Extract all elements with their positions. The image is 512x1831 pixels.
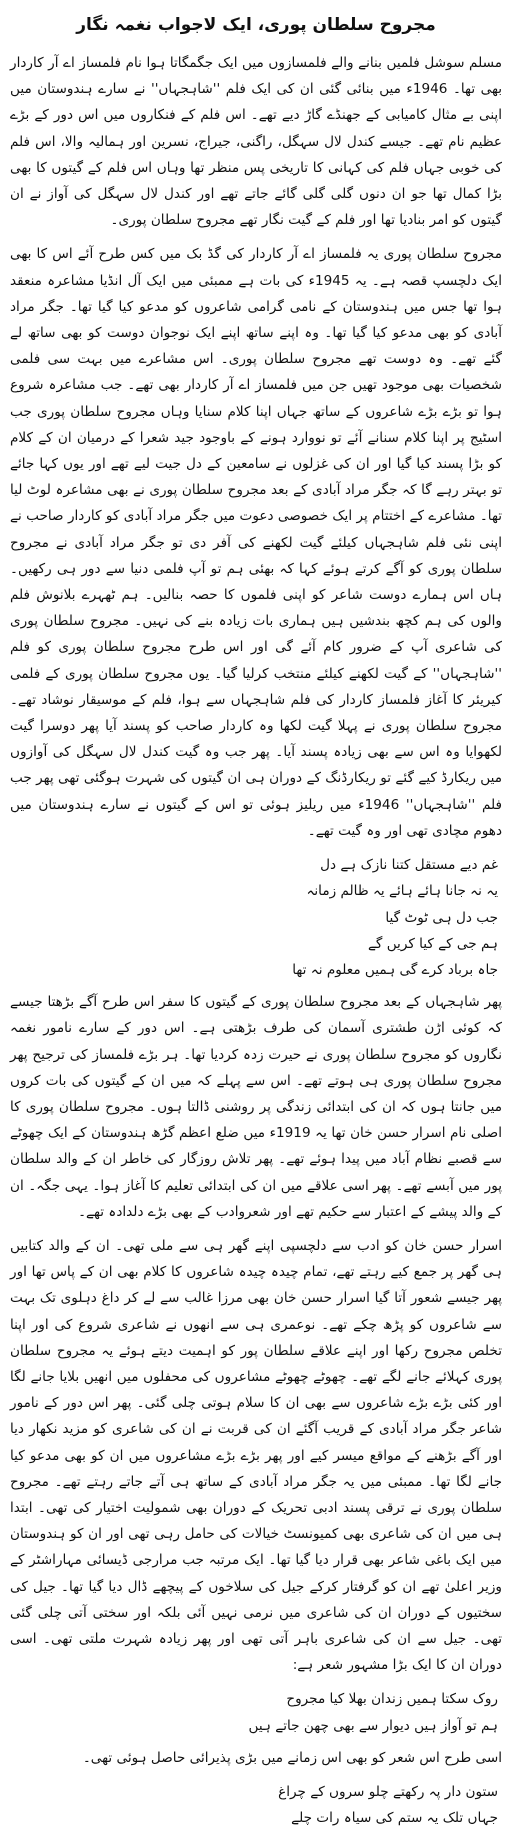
article-paragraph: اسی طرح اس شعر کو بھی اس زمانے میں بڑی پذیرائی حاصل ہوئی تھی۔ (82, 1749, 502, 1766)
verse-block (10, 852, 502, 983)
verse-line: یہ نہ جانا ہائے ہائے یہ ظالم زمانہ (306, 883, 498, 900)
verse-line: روک سکتا ہمیں زندان بھلا کیا مجروح (286, 1691, 498, 1708)
verse-block (10, 1779, 502, 1831)
verse-line: جہاں تلک یہ ستم کی سیاہ رات چلے (291, 1810, 498, 1827)
verse-block (10, 1686, 502, 1738)
verse-line: غم دیے مستقل کتنا نازک ہے دل (320, 857, 498, 874)
article-paragraph: اسرار حسن خان کو ادب سے دلچسپی اپنے گھر ہی سے ملی تھی۔ ان کے والد کتابیں ہی گھر پر جمع کیے رہتے تھے، تمام چیدہ چیدہ شاعروں کا کلام بھی ان کے پاس تھا اور پھر جیسے شعور آتا گیا اسرار حسن خان بھی مرزا غالب سے لے کر داغ دہلوی تک بہت سے شاعروں کو پڑھ چکے تھے۔ نوعمری ہی سے انھوں نے شاعری شروع کی اور اپنا تخلص مجروح رکھا اور اپنے علاقے سلطان پور کو اہمیت دیتے ہوئے یہ مجروح سلطان پوری کہلائے جانے لگے تھے۔ چھوٹے چھوٹے مشاعروں کی محفلوں میں انھیں بلایا جانے لگا اور کئی بڑے بڑے شاعروں سے بھی ان کا سلام ہوتی چلی گئی۔ پھر اس دور کے نامور شاعر جگر مراد آبادی کے قریب آگئے ان کی قربت نے ان کی شاعری کو مزید نکھار دیا اور آگے بڑھنے کے مواقع میسر کیے اور پھر بڑے بڑے مشاعروں میں ان کو بھی مدعو کیا جانے لگا تھا۔ ممبئی میں یہ جگر مراد آبادی کے ساتھ ہی آتے جاتے رہتے تھے۔ مجروح سلطان پوری نے ترقی پسند ادبی تحریک کے دوران بھی شمولیت اختیار کی تھی۔ ابتدا ہی میں ان کی شاعری بھی کمیونسٹ خیالات کی حامل رہی تھی اور ان کو ہندوستان میں ایک باغی شاعر بھی قرار دیا گیا تھا۔ ایک مرتبہ جب مرارجی ڈیسائی مہاراشٹر کے وزیر اعلیٰ تھے ان کو گرفتار کرکے جیل کی سلاخوں کے پیچھے ڈال دیا گیا تھا۔ جیل کی سختیوں کے دوران ان کی شاعری میں نرمی نہیں آئی بلکہ اور سختی آتی چلی گئی تھی۔ جیل سے ان کی شاعری باہر آتی تھی اور پھر زیادہ شہرت ملتی تھی۔ اسی دوران ان کا ایک بڑا مشہور شعر ہے: (10, 1237, 502, 1674)
article-paragraph: مجروح سلطان پوری یہ فلمساز اے آر کاردار کی گڈ بک میں کس طرح آئے اس کا بھی ایک دلچسپ قصہ ہے۔ یہ 1945ء کی بات ہے ممبئی میں ایک آل انڈیا مشاعرہ منعقد ہوا تھا جس میں ہندوستان کے نامی گرامی شاعروں کو مدعو کیا گیا تھا۔ جگر مراد آبادی کو بھی مدعو کیا گیا تھا۔ وہ اپنے ساتھ اپنے ایک نوجوان دوست کو بھی ساتھ لے گئے تھے۔ وہ دوست تھے مجروح سلطان پوری۔ اس مشاعرے میں بہت سی فلمی شخصیات بھی موجود تھیں جن میں فلمساز اے آر کاردار بھی تھے۔ جب مشاعرہ شروع ہوا تو بڑے بڑے شاعروں کے ساتھ جہاں اپنا کلام سنایا وہاں مجروح سلطان پوری جب اسٹیج پر اپنا کلام سنانے آئے تو نووارد ہونے کے باوجود جید شعرا کے درمیان ان کے کلام کو بڑا پسند کیا گیا اور ان کی غزلوں نے سامعین کے دل جیت لیے تھے اور یوں کہا جائے تو بہتر رہے گا کہ جگر مراد آبادی کے بعد مجروح سلطان پوری نے بھی مشاعرہ لوٹ لیا تھا۔ مشاعرے کے اختتام پر ایک خصوصی دعوت میں جگر مراد آبادی کو کاردار صاحب نے اپنی نئی فلم شاہجہاں کیلئے گیت لکھنے کی آفر دی تو جگر مراد آبادی نے مجروح سلطان پوری کو آگے کرتے ہوئے کہا کہ بھئی ہم تو آپ فلمی دنیا سے دور ہی رکھیں۔ ہاں اس ہمارے دوست شاعر کو اپنی فلموں کا حصہ بنالیں۔ ہم ٹھہرے بلانوش فلم والوں کی ہم کچھ بندشیں ہیں ہماری بات زیادہ بنے کی نہیں۔ مجروح سلطان پوری کی شاعری آپ کے ضرور کام آئے گی اور اس طرح مجروح سلطان پوری کو فلم ''شاہجہاں'' کے گیت لکھنے کیلئے منتخب کرلیا گیا۔ یوں مجروح سلطان پوری کے فلمی کیریئر کا آغاز فلمساز کاردار کی فلم شاہجہاں سے ہوا، فلم کے موسیقار نوشاد تھے۔ مجروح سلطان پوری نے پہلا گیت لکھا وہ کاردار صاحب کو پسند آیا پھر دوسرا گیت لکھوایا وہ اس سے بھی زیادہ پسند آیا۔ پھر جب وہ گیت کندل لال سہگل کی آوازوں میں ریکارڈ کیے گئے تو ریکارڈنگ کے دوران ہی ان گیتوں کی شہرت ہوگئی تھی پھر جب فلم ''شاہجہاں'' 1946ء میں ریلیز ہوئی تو اس کے گیتوں نے سارے ہندوستان میں دھوم مچادی تھی اور وہ گیت تھے۔ (10, 246, 502, 839)
article-title: مجروح سلطان پوری، ایک لاجواب نغمہ نگار (76, 15, 436, 35)
verse-line: ستون دار پہ رکھتے چلو سروں کے چراغ (278, 1784, 498, 1800)
verse-line: جاہ برباد کرے گی ہمیں معلوم نہ تھا (292, 961, 498, 978)
article-paragraph: مسلم سوشل فلمیں بنانے والے فلمسازوں میں ایک جگمگاتا ہوا نام فلمساز اے آر کاردار بھی تھا۔ 1946ء میں بنائی گئی ان کی ایک فلم ''شاہجہاں'' نے سارے ہندوستان میں اپنی بے مثال کامیابی کے جھنڈے گاڑ دیے تھے۔ اس فلم کے فنکاروں میں اس دور کے بڑے عظیم نام تھے۔ جیسے کندل لال سہگل، راگنی، جیراج، نسرین اور ہمالیہ والا، اس فلم کی خوبی جہاں فلم کی کہانی کا تاریخی پس منظر تھا وہاں اس فلم کے گیتوں کا بھی بڑا کمال تھا جو ان دنوں گلی گلی گائے جاتے تھے اور کندل لال سہگل کی آواز نے ان گیتوں کو امر بنادیا تھا اور فلم کے گیت نگار تھے مجروح سلطان پوری۔ (10, 55, 502, 229)
verse-line: جب دل ہی ٹوٹ گیا (385, 909, 498, 926)
verse-line: ہم تو آواز ہیں دیوار سے بھی چھن جاتے ہیں (248, 1717, 498, 1734)
article-paragraph: پھر شاہجہاں کے بعد مجروح سلطان پوری کے گیتوں کا سفر اس طرح آگے بڑھتا جیسے کہ کوئی اڑن طشتری آسمان کی طرف بڑھتی ہے۔ اس دور کے سارے نامور نغمہ نگاروں کو مجروح سلطان پوری نے حیرت زدہ کردیا تھا۔ ہر بڑے فلمساز کی ترجیح پھر مجروح سلطان پوری ہی ہوتے تھے۔ اس سے پہلے کہ میں ان کے گیتوں کی بات کروں میں جانتا ہوں کہ ان کی ابتدائی زندگی پر روشنی ڈالتا ہوں۔ مجروح سلطان پوری کا اصلی نام اسرار حسن خان تھا یہ 1919ء میں ضلع اعظم گڑھ ہندوستان کے ایک چھوٹے سے قصبے نظام آباد میں پیدا ہوئے تھے۔ پھر تلاش روزگار کی خاطر ان کے والد سلطان پور میں آبسے تھے۔ پھر اسی علاقے میں ان کی ابتدائی تعلیم کا آغاز ہوا۔ یہی جگہ۔ ان کے والد پیشے کے اعتبار سے حکیم تھے اور شعروادب کے بھی بڑے دلدادہ تھے۔ (10, 994, 503, 1220)
verse-line: ہم جی کے کیا کریں گے (367, 935, 498, 952)
